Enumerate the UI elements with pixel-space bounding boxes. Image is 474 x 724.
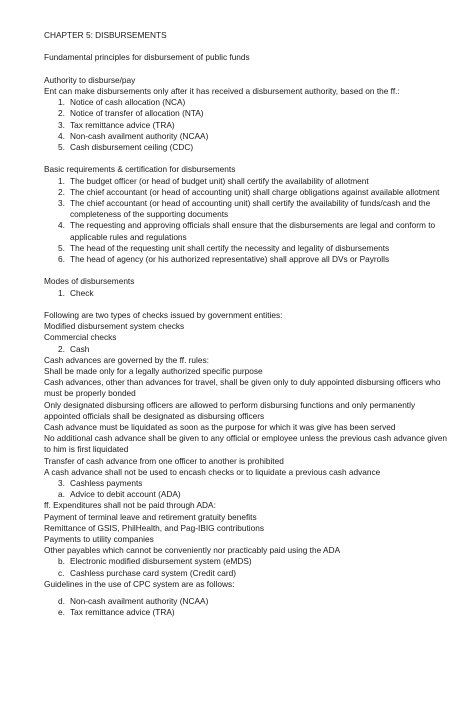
list-item-text: Cashless payments	[70, 478, 143, 489]
list-marker: 4.	[58, 220, 65, 231]
list-marker: 2.	[58, 108, 65, 119]
list-item-text: The head of the requesting unit shall certify the necessity and legality of disbursements	[70, 242, 390, 253]
authority-intro: Ent can make disbursements only after it has received a disbursement authority, based on the ff.:	[44, 85, 400, 96]
list-item	[44, 120, 450, 131]
list-marker: 2.	[58, 343, 65, 354]
list-item-text: The requesting and approving officials shall ensure that the disbursements are legal and conform to applicable rules and regulations	[70, 220, 436, 242]
list-marker: e.	[58, 607, 65, 618]
list-item-text: Check	[70, 287, 94, 298]
list-item-text: Tax remittance advice (TRA)	[70, 607, 175, 618]
list-item-text: Tax remittance advice (TRA)	[70, 119, 175, 130]
cash-rule: Only designated disbursing officers are allowed to perform disbursing functions and only permanently appointed officials shall be designated as disbursing officers	[44, 399, 416, 421]
ada-line: Remittance of GSIS, PhilHealth, and Pag-IBIG contributions	[44, 522, 264, 533]
list-marker: 1.	[58, 97, 65, 108]
list-item-text: The budget officer (or head of budget unit) shall certify the availability of allotment	[70, 175, 369, 186]
cash-rule: Transfer of cash advance from one officer to another is prohibited	[44, 455, 284, 466]
list-item-text: Electronic modified disbursement system (eMDS)	[70, 556, 252, 567]
list-item	[44, 596, 450, 607]
authority-list	[44, 97, 450, 153]
list-marker: 1.	[58, 287, 65, 298]
list-item	[44, 187, 450, 198]
checks-line: Modified disbursement system checks	[44, 321, 185, 332]
list-item	[44, 220, 450, 242]
list-item	[44, 198, 450, 220]
list-item-text: The chief accountant (or head of accounting unit) shall certify the availability of funds/cash and the completeness of the supporting documents	[70, 198, 431, 220]
list-item	[44, 607, 450, 618]
cash-rule: Cash advances, other than advances for travel, shall be given only to duly appointed disbursing officers who must be properly bonded	[44, 377, 441, 399]
list-item-text: The chief accountant (or head of accounting unit) shall charge obligations against available allotment	[70, 186, 440, 197]
ada-line: Payment of terminal leave and retirement gratuity benefits	[44, 511, 257, 522]
list-item	[44, 108, 450, 119]
basic-heading: Basic requirements & certification for disbursements	[44, 164, 236, 175]
list-marker: 1.	[58, 175, 65, 186]
list-marker: 3.	[58, 478, 65, 489]
list-item-text: Non-cash availment authority (NCAA)	[70, 130, 209, 141]
list-item	[44, 288, 450, 299]
basic-list	[44, 176, 450, 266]
modes-heading: Modes of disbursements	[44, 276, 135, 287]
list-item	[44, 489, 450, 500]
cash-rule: A cash advance shall not be used to encash checks or to liquidate a previous cash advance	[44, 466, 381, 477]
list-item-text: Cash	[70, 343, 90, 354]
list-item	[44, 131, 450, 142]
list-item	[44, 556, 450, 567]
list-item-text: Notice of cash allocation (NCA)	[70, 97, 186, 108]
list-item	[44, 344, 450, 355]
list-marker: 2.	[58, 186, 65, 197]
list-item-text: Advice to debit account (ADA)	[70, 489, 181, 500]
list-item-text: Notice of transfer of allocation (NTA)	[70, 108, 204, 119]
list-marker: 3.	[58, 119, 65, 130]
list-item	[44, 142, 450, 153]
list-marker: 3.	[58, 198, 65, 208]
chapter-title: CHAPTER 5: DISBURSEMENTS	[44, 30, 167, 40]
ada-line: Payments to utility companies	[44, 534, 154, 545]
list-item	[44, 176, 450, 187]
list-item	[44, 243, 450, 254]
list-marker: 6.	[58, 254, 65, 265]
list-marker: a.	[58, 489, 65, 500]
list-marker: 4.	[58, 130, 65, 141]
guidelines-line: Guidelines in the use of CPC system are as follows:	[44, 578, 235, 589]
cash-rule: Shall be made only for a legally authorized specific purpose	[44, 366, 263, 377]
list-item-text: Non-cash availment authority (NCAA)	[70, 596, 209, 607]
section-subtitle: Fundamental principles for disbursement of public funds	[44, 52, 250, 63]
list-marker: d.	[58, 596, 65, 607]
list-marker: c.	[58, 567, 65, 578]
list-item-text: The head of agency (or his authorized representative) shall approve all DVs or Payrolls	[70, 254, 390, 265]
cash-rule: Cash advances are governed by the ff. rules:	[44, 354, 209, 365]
list-item	[44, 478, 450, 489]
cash-rule: No additional cash advance shall be given to any official or employee unless the previous cash advance given to him is first liquidated	[44, 433, 447, 455]
list-item	[44, 568, 450, 579]
list-marker: b.	[58, 556, 65, 567]
list-item-text: Cash disbursement ceiling (CDC)	[70, 142, 194, 152]
list-marker: 5.	[58, 242, 65, 253]
checks-line: Commercial checks	[44, 332, 117, 343]
cash-rule: Cash advance must be liquidated as soon as the purpose for which it was give has been served	[44, 422, 396, 433]
list-marker: 5.	[58, 142, 65, 152]
ada-line: Other payables which cannot be conveniently nor practicably paid using the ADA	[44, 545, 341, 556]
list-item	[44, 97, 450, 108]
list-item	[44, 254, 450, 265]
authority-heading: Authority to disburse/pay	[44, 74, 136, 85]
checks-line: Following are two types of checks issued by government entities:	[44, 310, 283, 320]
list-item-text: Cashless purchase card system (Credit card)	[70, 567, 236, 578]
ada-line: ff. Expenditures shall not be paid through ADA:	[44, 500, 216, 511]
